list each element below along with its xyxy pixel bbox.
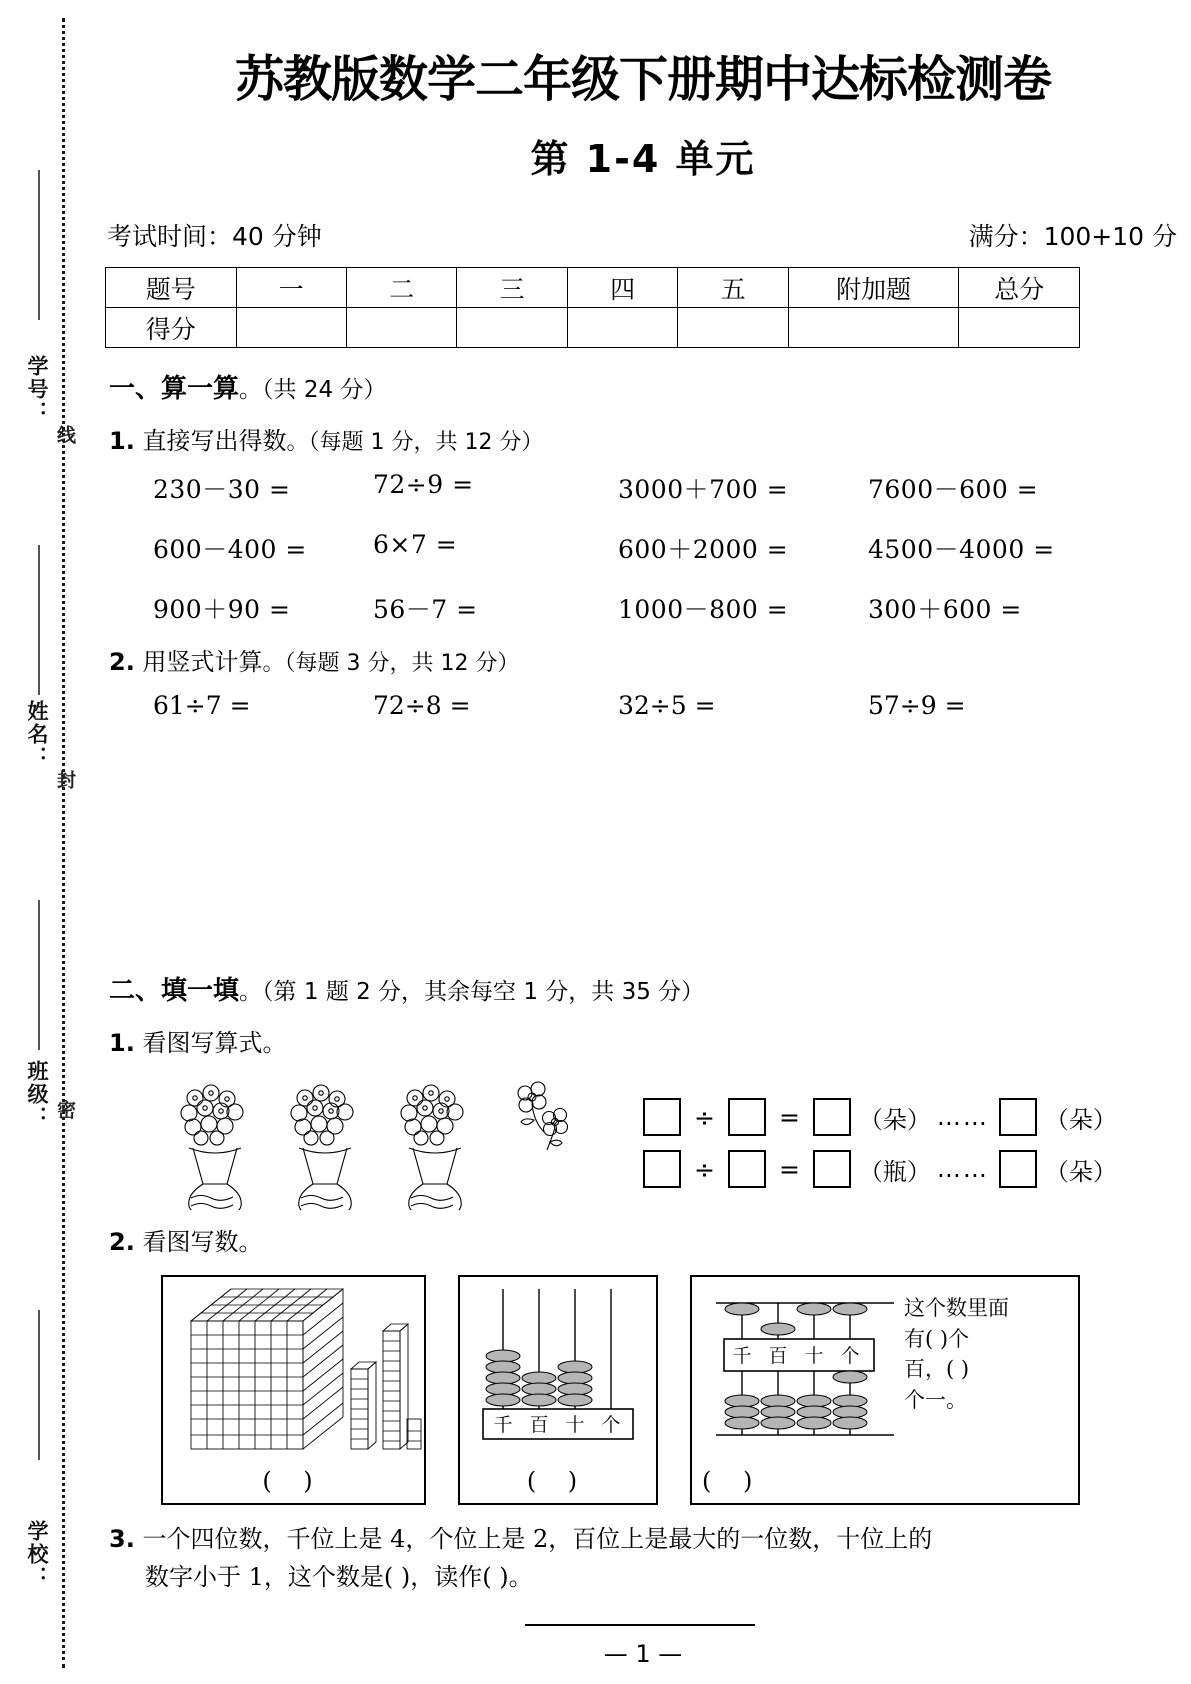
abacus-text-line: 这个数里面 xyxy=(904,1296,1009,1321)
section-1-title: 一、算一算 xyxy=(109,374,240,405)
s2q2-number: 2. xyxy=(109,1228,135,1257)
sidebar-label-student-id: 学号： xyxy=(25,355,49,424)
calc-item[interactable]: 7600－600 = xyxy=(868,475,1039,505)
answer-box[interactable] xyxy=(999,1098,1037,1136)
number-figure-box-abacus xyxy=(458,1275,658,1505)
q2-vertical-calculation-grid xyxy=(109,691,1177,720)
section-1-q2-line xyxy=(109,642,1177,677)
remainder-dots: …… xyxy=(936,1155,989,1184)
unit-quotient: （朵） xyxy=(858,1105,931,1134)
divide-operator: ÷ xyxy=(694,1154,715,1184)
exam-full-score: 满分：100+10 分 xyxy=(968,222,1177,252)
seal-rule-3 xyxy=(38,900,40,1050)
answer-box[interactable] xyxy=(999,1150,1037,1188)
q1-number: 1. xyxy=(109,427,135,456)
footer-rule xyxy=(525,1624,755,1626)
score-table-col-2: 二 xyxy=(346,268,456,308)
q2-text: 用竖式计算 xyxy=(142,648,263,677)
calc-item[interactable]: 600－400 = xyxy=(153,535,307,565)
score-table-col-5: 五 xyxy=(678,268,788,308)
q1-note: 。（每题 1 分，共 12 分） xyxy=(286,430,544,456)
remainder-dots: …… xyxy=(936,1103,989,1132)
svg-text:个: 个 xyxy=(601,1414,621,1437)
flower-vase-icon xyxy=(389,1080,481,1210)
unit-remainder: （朵） xyxy=(1044,1157,1117,1186)
q2-number: 2. xyxy=(109,648,135,677)
answer-paren[interactable]: ( ) xyxy=(526,1467,590,1496)
calc-item[interactable]: 72÷9 = xyxy=(373,470,474,500)
calc-item[interactable]: 300＋600 = xyxy=(868,595,1022,625)
answer-box[interactable] xyxy=(643,1150,681,1188)
equation-row-2 xyxy=(637,1150,1119,1188)
calc-item[interactable]: 3000＋700 = xyxy=(618,475,789,505)
score-table-col-extra: 附加题 xyxy=(788,268,959,308)
abacus-text-line[interactable]: 有( )个 xyxy=(904,1326,970,1351)
answer-box[interactable] xyxy=(643,1098,681,1136)
vcalc-item[interactable]: 57÷9 = xyxy=(868,691,966,721)
section-1-note: 。（共 24 分） xyxy=(239,377,387,404)
score-table-col-total: 总分 xyxy=(959,268,1080,308)
equals-operator: = xyxy=(778,1102,800,1132)
answer-box[interactable] xyxy=(813,1098,851,1136)
seal-rule-1 xyxy=(38,170,40,320)
vcalc-item[interactable]: 72÷8 = xyxy=(373,691,471,721)
number-figure-box-blocks xyxy=(161,1275,426,1505)
seal-char-mi: 密 xyxy=(54,1100,76,1121)
score-cell-1[interactable] xyxy=(236,308,346,348)
score-cell-extra[interactable] xyxy=(788,308,959,348)
s2q2-text: 看图写数。 xyxy=(142,1228,263,1257)
score-cell-3[interactable] xyxy=(457,308,567,348)
score-table-row-label: 题号 xyxy=(106,268,237,308)
calc-item[interactable]: 900＋90 = xyxy=(153,595,291,625)
equals-operator: = xyxy=(778,1154,800,1184)
s2q3-number: 3. xyxy=(109,1525,135,1554)
loose-flowers-group xyxy=(505,1080,575,1162)
sidebar-label-name: 姓名： xyxy=(25,700,49,769)
abacus-icon xyxy=(700,1283,910,1473)
flower-vase-figure-row xyxy=(109,1080,1177,1210)
score-cell-2[interactable] xyxy=(346,308,456,348)
answer-paren[interactable]: ( ) xyxy=(702,1467,765,1496)
divide-operator: ÷ xyxy=(694,1102,715,1132)
seal-rule-2 xyxy=(38,545,40,695)
exam-time: 考试时间：40 分钟 xyxy=(107,222,322,252)
svg-text:个: 个 xyxy=(840,1345,860,1368)
answer-box[interactable] xyxy=(728,1150,766,1188)
score-cell-5[interactable] xyxy=(678,308,788,348)
number-figures-row xyxy=(109,1275,1177,1505)
vcalc-item[interactable]: 32÷5 = xyxy=(618,691,716,721)
number-figure-box-abacus-text xyxy=(690,1275,1080,1505)
score-table-col-1: 一 xyxy=(236,268,346,308)
seal-dotted-line xyxy=(62,18,65,1668)
base-ten-blocks-icon xyxy=(169,1279,424,1469)
calc-item[interactable]: 1000－800 = xyxy=(618,595,789,625)
calc-item[interactable]: 6×7 = xyxy=(373,530,458,560)
score-table-col-3: 三 xyxy=(457,268,567,308)
vases-group xyxy=(169,1080,481,1210)
score-table-row-score-label: 得分 xyxy=(106,308,237,348)
section-2-note: 。（第 1 题 2 分，其余每空 1 分，共 35 分） xyxy=(239,979,705,1006)
seal-strip xyxy=(0,0,95,1684)
answer-box[interactable] xyxy=(728,1098,766,1136)
q1-text: 直接写出得数 xyxy=(142,427,287,456)
exam-page xyxy=(95,0,1191,1684)
exam-content xyxy=(95,368,1191,1595)
calc-item[interactable]: 4500－4000 = xyxy=(868,535,1055,565)
flower-vase-icon xyxy=(169,1080,261,1210)
abacus-text-line[interactable]: 百，( ) xyxy=(904,1357,970,1382)
section-2-q3 xyxy=(109,1521,1177,1595)
q1-calculation-grid xyxy=(109,470,1177,626)
abacus-description-text xyxy=(904,1293,1072,1415)
section-1-heading xyxy=(109,368,1177,405)
page-subtitle: 第 1-4 单元 xyxy=(530,137,756,182)
score-cell-total[interactable] xyxy=(959,308,1080,348)
section-2 xyxy=(109,970,1177,1595)
vcalc-item[interactable]: 61÷7 = xyxy=(153,691,251,721)
svg-text:十: 十 xyxy=(565,1414,585,1437)
abacus-icon xyxy=(465,1281,655,1466)
seal-rule-4 xyxy=(38,1310,40,1460)
table-row xyxy=(106,268,1080,308)
calc-item[interactable]: 600＋2000 = xyxy=(618,535,789,565)
section-2-q2-line xyxy=(109,1222,1177,1257)
svg-text:十: 十 xyxy=(804,1345,824,1368)
table-row xyxy=(106,308,1080,348)
answer-box[interactable] xyxy=(813,1150,851,1188)
equation-row-1 xyxy=(637,1098,1119,1136)
section-2-q1-line xyxy=(109,1023,1177,1058)
score-table xyxy=(105,267,1080,348)
section-2-heading xyxy=(109,970,1177,1007)
calc-item[interactable]: 56－7 = xyxy=(373,595,478,625)
svg-text:千: 千 xyxy=(493,1414,513,1437)
equation-block xyxy=(637,1098,1119,1202)
s2q1-text: 看图写算式。 xyxy=(142,1029,287,1058)
loose-flower-icon xyxy=(505,1080,575,1158)
s2q3-line1: 一个四位数，千位上是 4，个位上是 2，百位上是最大的一位数，十位上的 xyxy=(142,1525,933,1554)
section-1-q1-line xyxy=(109,421,1177,456)
unit-remainder: （朵） xyxy=(1044,1105,1117,1134)
seal-char-feng: 封 xyxy=(54,770,76,791)
sidebar-label-school: 学校： xyxy=(25,1520,49,1589)
s2q1-number: 1. xyxy=(109,1029,135,1058)
flower-vase-icon xyxy=(279,1080,371,1210)
section-2-title: 二、填一填 xyxy=(109,976,240,1007)
svg-text:千: 千 xyxy=(732,1345,752,1368)
calc-item[interactable]: 230－30 = xyxy=(153,475,291,505)
abacus-text-line: 个一。 xyxy=(904,1387,967,1412)
score-table-col-4: 四 xyxy=(567,268,677,308)
svg-text:百: 百 xyxy=(529,1414,549,1437)
q2-note: 。（每题 3 分，共 12 分） xyxy=(262,651,520,677)
seal-char-line: 线 xyxy=(54,425,76,446)
answer-paren[interactable]: ( ) xyxy=(262,1467,325,1496)
s2q3-line2[interactable]: 数字小于 1，这个数是( )，读作( )。 xyxy=(145,1562,533,1591)
unit-quotient: （瓶） xyxy=(858,1157,931,1186)
score-cell-4[interactable] xyxy=(567,308,677,348)
svg-text:百: 百 xyxy=(768,1345,788,1368)
exam-meta-row xyxy=(95,217,1191,253)
page-number: — 1 — xyxy=(603,1640,683,1668)
page-title: 苏教版数学二年级下册期中达标检测卷 xyxy=(234,51,1051,108)
sidebar-label-class: 班级： xyxy=(25,1060,49,1129)
